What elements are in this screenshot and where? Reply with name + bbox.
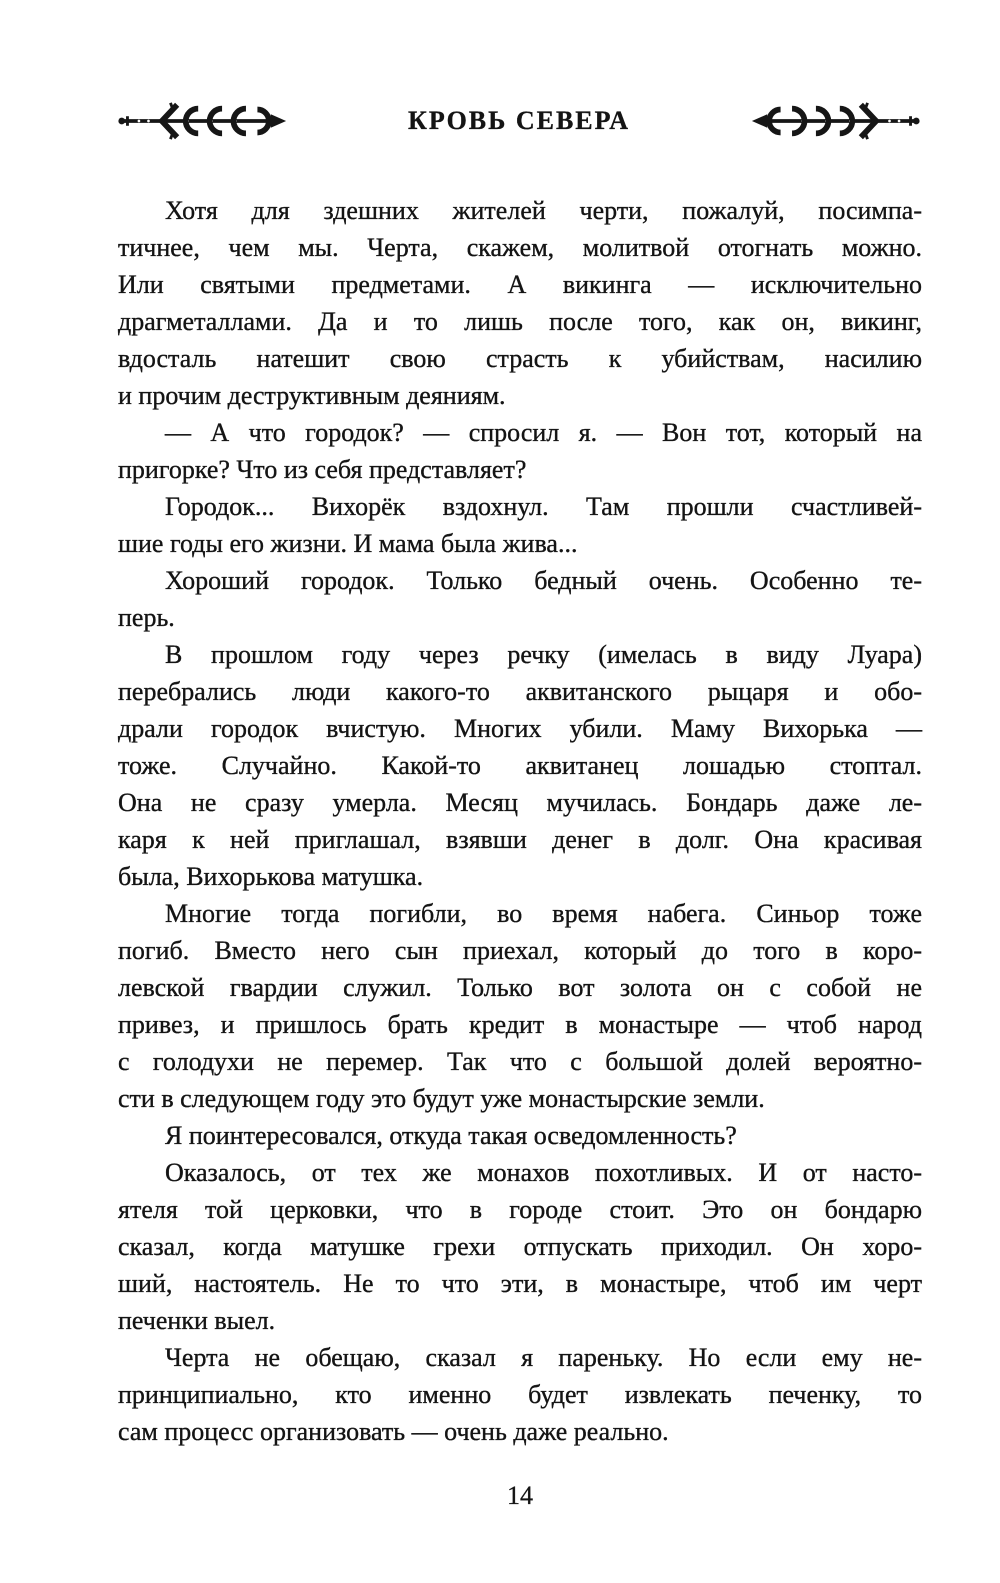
text-line: перебрались люди какого-то аквитанского рыцаря и обо- — [118, 677, 922, 706]
text-line: ший, настоятель. Не то что эти, в монастыре, чтоб им черт — [118, 1269, 922, 1298]
text-line: драгметаллами. Да и то лишь после того, как он, викинг, — [118, 307, 922, 336]
text-line: — А что городок? — спросил я. — Вон тот, который на — [165, 418, 922, 447]
paragraph — [118, 1117, 922, 1154]
paragraph — [118, 895, 922, 1117]
text-line: пригорке? Что из себя представляет? — [118, 455, 527, 484]
text-line: тичнее, чем мы. Черта, скажем, молитвой отогнать можно. — [118, 233, 922, 262]
text-line: Многие тогда погибли, во время набега. Синьор тоже — [165, 899, 922, 928]
paragraph — [118, 636, 922, 895]
running-head — [116, 98, 922, 144]
text-line: ятеля той церковки, что в городе стоит. Это он бондарю — [118, 1195, 922, 1224]
sword-divider-icon — [116, 101, 288, 141]
text-line: Черта не обещаю, сказал я пареньку. Но если ему не- — [165, 1343, 922, 1372]
text-line: Я поинтересовался, откуда такая осведомленность? — [165, 1121, 737, 1150]
text-line: печенки выел. — [118, 1306, 276, 1335]
text-line: тоже. Случайно. Какой-то аквитанец лошадью стоптал. — [118, 751, 922, 780]
paragraph — [118, 1339, 922, 1450]
text-line: шие годы его жизни. И мама была жива... — [118, 529, 578, 558]
text-line: вдосталь натешит свою страсть к убийствам, насилию — [118, 344, 922, 373]
text-line: Оказалось, от тех же монахов похотливых. И от насто- — [165, 1158, 922, 1187]
text-line: сти в следующем году это будут уже монастырские земли. — [118, 1084, 765, 1113]
text-line: каря к ней приглашал, взявши денег в долг. Она красивая — [118, 825, 922, 854]
text-line: была, Вихорькова матушка. — [118, 862, 424, 891]
text-block — [118, 192, 922, 1450]
text-line: Или святыми предметами. А викинга — исключительно — [118, 270, 922, 299]
text-line: перь. — [118, 603, 175, 632]
text-line: принципиально, кто именно будет извлекать печенку, то — [118, 1380, 922, 1409]
paragraph — [118, 414, 922, 488]
page-title: КРОВЬ СЕВЕРА — [408, 106, 630, 135]
paragraph — [118, 1154, 922, 1339]
text-line: левской гвардии служил. Только вот золота он с собой не — [118, 973, 922, 1002]
page-number: 14 — [507, 1481, 533, 1510]
paragraph — [118, 562, 922, 636]
text-line: и прочим деструктивным деяниям. — [118, 381, 506, 410]
text-line: сказал, когда матушке грехи отпускать приходил. Он хоро- — [118, 1232, 922, 1261]
text-line: Городок... Вихорёк вздохнул. Там прошли счастливей- — [165, 492, 922, 521]
text-line: Хороший городок. Только бедный очень. Особенно те- — [165, 566, 922, 595]
paragraph — [118, 488, 922, 562]
text-line: В прошлом году через речку (имелась в виду Луара) — [165, 640, 922, 669]
text-line: Хотя для здешних жителей черти, пожалуй, посимпа- — [165, 196, 922, 225]
sword-divider-icon — [750, 101, 922, 141]
text-line: сам процесс организовать — очень даже реально. — [118, 1417, 669, 1446]
text-line: с голодухи не перемер. Так что с большой долей вероятно- — [118, 1047, 922, 1076]
paragraph — [118, 192, 922, 414]
text-line: погиб. Вместо него сын приехал, который до того в коро- — [118, 936, 922, 965]
text-line: привез, и пришлось брать кредит в монастыре — чтоб народ — [118, 1010, 922, 1039]
text-line: Она не сразу умерла. Месяц мучилась. Бондарь даже ле- — [118, 788, 922, 817]
text-line: драли городок вчистую. Многих убили. Маму Вихорька — — [118, 714, 922, 743]
